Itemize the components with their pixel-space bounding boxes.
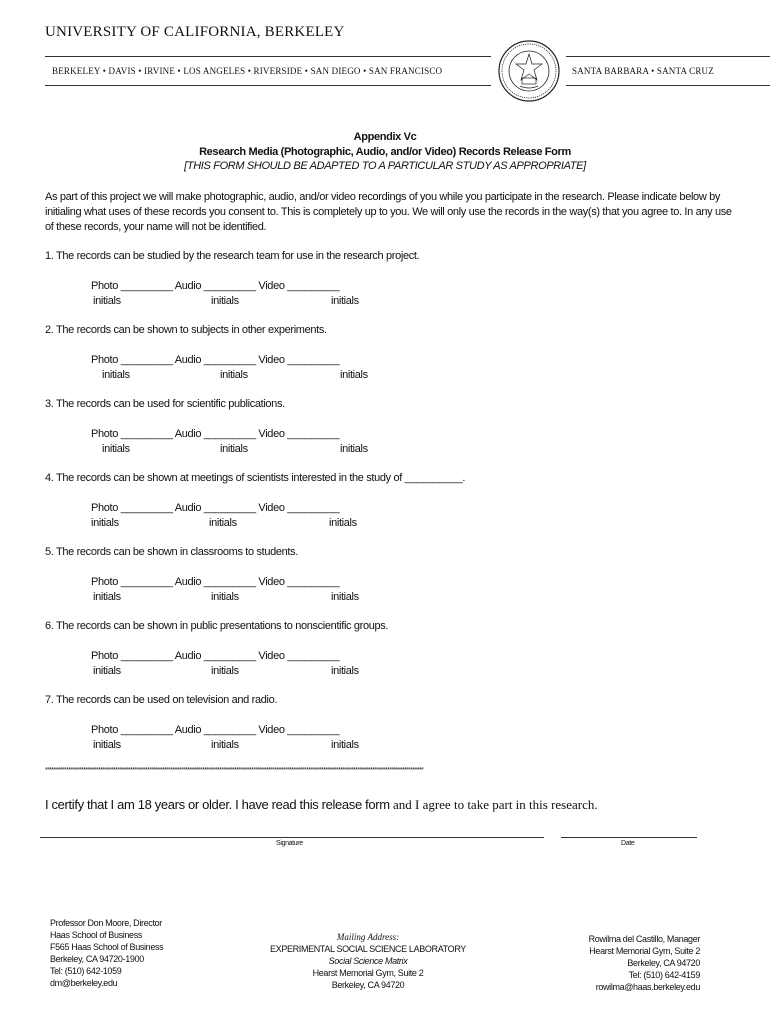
intro-paragraph: As part of this project we will make photographic, audio, and/or video recordings of you while you participate in the research. Please indicate below by initialing what uses of these records you consent to. This is completely up to you. We will only use the records in the way(s) that you agree to. In any use of these records, your name will not be identified. [45, 191, 732, 233]
manager-name: Rowilma del Castillo, Manager [588, 934, 700, 944]
adaptation-note: [THIS FORM SHOULD BE ADAPTED TO A PARTICULAR STUDY AS APPROPRIATE] [184, 160, 586, 172]
audio-initials-label-6: initials [211, 665, 239, 677]
lab-address-line2: Berkeley, CA 94720 [331, 980, 405, 990]
form-title: Research Media (Photographic, Audio, and/or Video) Records Release Form [199, 146, 571, 158]
university-name: UNIVERSITY OF CALIFORNIA, BERKELEY [45, 24, 345, 40]
header-rule-top-left [45, 56, 491, 57]
question-2: 2. The records can be shown to subjects in other experiments. [45, 324, 327, 336]
manager-email[interactable]: rowilma@haas.berkeley.edu [595, 982, 700, 992]
video-initials-label-2: initials [340, 369, 368, 381]
media-initial-fields-7[interactable]: Photo _________ Audio _________ Video _________ [91, 724, 340, 736]
photo-initials-label-5: initials [93, 591, 121, 603]
video-initials-label-4: initials [329, 517, 357, 529]
audio-initials-label-3: initials [220, 443, 248, 455]
media-initial-fields-2[interactable]: Photo _________ Audio _________ Video _________ [91, 354, 340, 366]
campus-list-left: BERKELEY • DAVIS • IRVINE • LOS ANGELES • RIVERSIDE • SAN DIEGO • SAN FRANCISCO [52, 66, 443, 76]
header-rule-top-right [566, 56, 770, 57]
media-initial-fields-1[interactable]: Photo _________ Audio _________ Video _________ [91, 280, 340, 292]
campus-list-right: SANTA BARBARA • SANTA CRUZ [572, 66, 714, 76]
manager-contact [540, 933, 700, 993]
video-initials-label-6: initials [331, 665, 359, 677]
question-3: 3. The records can be used for scientific publications. [45, 398, 285, 410]
date-line[interactable] [561, 837, 697, 838]
signature-line[interactable] [40, 837, 544, 838]
photo-initials-label-6: initials [93, 665, 121, 677]
audio-initials-label-4: initials [209, 517, 237, 529]
photo-initials-label-1: initials [93, 295, 121, 307]
header-rule-bottom-left [45, 85, 491, 86]
director-contact [50, 917, 163, 989]
question-6: 6. The records can be shown in public presentations to nonscientific groups. [45, 620, 389, 632]
photo-initials-label-7: initials [93, 739, 121, 751]
audio-initials-label-1: initials [211, 295, 239, 307]
lab-name: EXPERIMENTAL SOCIAL SCIENCE LABORATORY [270, 944, 466, 954]
director-school: Haas School of Business [50, 930, 143, 940]
director-email[interactable]: dm@berkeley.edu [50, 978, 118, 988]
director-phone: Tel: (510) 642-1059 [50, 966, 122, 976]
manager-phone: Tel: (510) 642-4159 [628, 970, 700, 980]
question-4: 4. The records can be shown at meetings of scientists interested in the study of __________. [45, 472, 466, 484]
photo-initials-label-4: initials [91, 517, 119, 529]
video-initials-label-7: initials [331, 739, 359, 751]
media-initial-fields-3[interactable]: Photo _________ Audio _________ Video _________ [91, 428, 340, 440]
photo-initials-label-3: initials [102, 443, 130, 455]
appendix-label: Appendix Vc [353, 131, 417, 143]
director-name: Professor Don Moore, Director [50, 918, 162, 928]
video-initials-label-1: initials [331, 295, 359, 307]
header-rule-bottom-right [566, 85, 770, 86]
mailing-address [232, 931, 504, 991]
media-initial-fields-4[interactable]: Photo _________ Audio _________ Video _________ [91, 502, 340, 514]
question-1: 1. The records can be studied by the research team for use in the research project. [45, 250, 420, 262]
date-label: Date [621, 840, 635, 847]
director-city: Berkeley, CA 94720-1900 [50, 954, 144, 964]
manager-city: Berkeley, CA 94720 [627, 958, 700, 968]
video-initials-label-5: initials [331, 591, 359, 603]
audio-initials-label-2: initials [220, 369, 248, 381]
certification-text-part2: and I agree to take part in this research. [392, 797, 598, 812]
media-initial-fields-6[interactable]: Photo _________ Audio _________ Video _________ [91, 650, 340, 662]
question-5: 5. The records can be shown in classrooms to students. [45, 546, 298, 558]
media-initial-fields-5[interactable]: Photo _________ Audio _________ Video _________ [91, 576, 340, 588]
university-seal-icon [498, 40, 560, 102]
audio-initials-label-5: initials [211, 591, 239, 603]
certification-text-part1: I certify that I am 18 years or older. I have read this release form [45, 797, 393, 812]
matrix-name: Social Science Matrix [328, 956, 408, 966]
video-initials-label-3: initials [340, 443, 368, 455]
certification-statement [45, 797, 598, 813]
manager-office: Hearst Memorial Gym, Suite 2 [589, 946, 700, 956]
photo-initials-label-2: initials [102, 369, 130, 381]
signature-label: Signature [276, 840, 303, 847]
lab-address-line1: Hearst Memorial Gym, Suite 2 [312, 968, 424, 978]
separator-line: ********************************************************************************************************************************************************************************** [45, 767, 424, 774]
question-7: 7. The records can be used on television and radio. [45, 694, 278, 706]
mailing-address-heading: Mailing Address: [336, 932, 400, 942]
audio-initials-label-7: initials [211, 739, 239, 751]
director-office: F565 Haas School of Business [50, 942, 164, 952]
